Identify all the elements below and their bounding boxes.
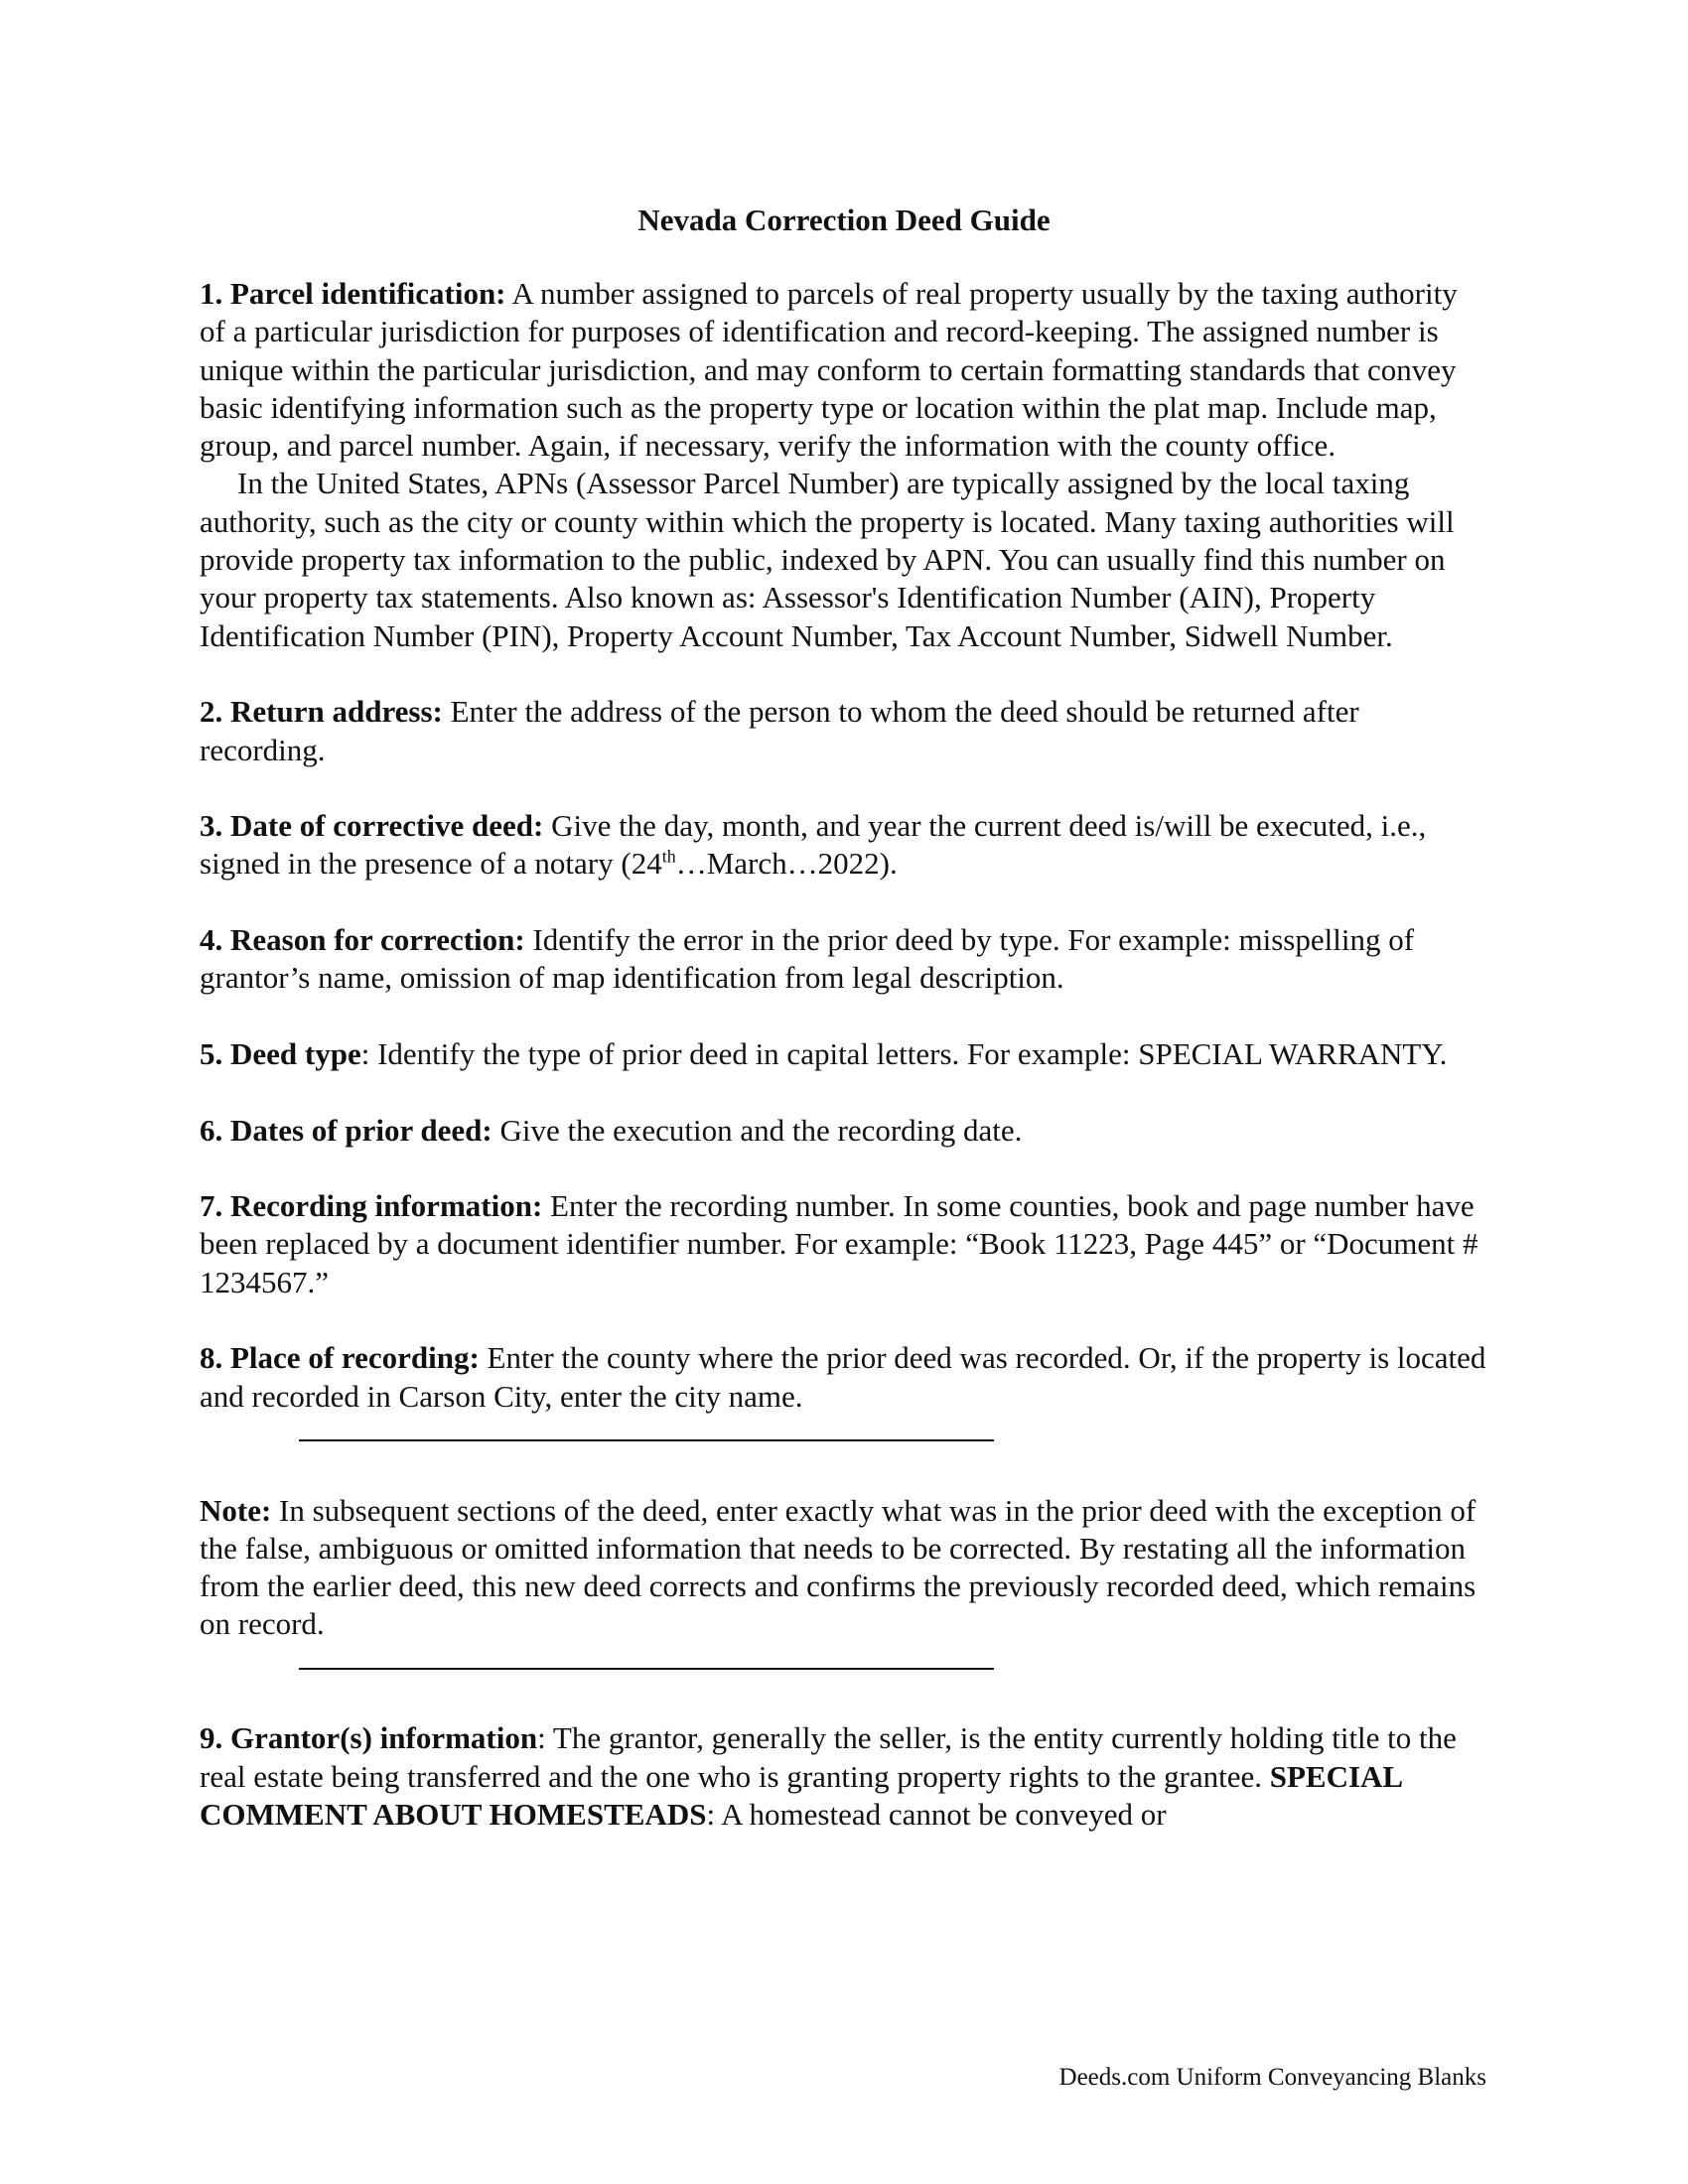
divider-block [200,1644,1490,1682]
section-recording-information [200,1187,1490,1301]
section-label: 1. Parcel identification: [200,276,506,311]
section-dates-prior-deed [200,1112,1490,1150]
special-comment-label: SPECIAL COMMENT ABOUT HOMESTEADS [200,1758,1402,1832]
section-deed-type [200,1035,1490,1073]
divider-block [200,1416,1490,1453]
horizontal-divider [299,1668,994,1670]
section-text: Give the execution and the recording date. [492,1112,1023,1148]
section-label: 9. Grantor(s) information [200,1720,538,1756]
horizontal-divider [299,1439,994,1441]
section-text: : Identify the type of prior deed in capital letters. For example: SPECIAL WARRANTY. [360,1035,1448,1071]
section-text: Give the day, month, and year the current deed is/will be executed, i.e., signed in the presence of a notary (24 [200,808,1427,882]
section-reason-for-correction [200,921,1490,998]
guide-body [200,275,1490,1834]
section-date-corrective-deed [200,807,1490,884]
section-label: 7. Recording information: [200,1188,543,1224]
section-text: Enter the recording number. In some counties, book and page number have been replaced by a document identifier number. For example: “Book 11223, Page 445” or “Document # 1234567.” [200,1188,1478,1299]
section-label: 2. Return address: [200,694,443,730]
section-return-address [200,693,1490,769]
section-note [200,1492,1490,1644]
section-label: 8. Place of recording: [200,1340,480,1376]
section-label: 6. Dates of prior deed: [200,1112,492,1148]
document-title: Nevada Correction Deed Guide [637,203,1051,237]
section-text-end: …March…2022). [675,846,898,882]
section-parcel-identification [200,275,1490,465]
section-text: A number assigned to parcels of real property usually by the taxing authority of a particular jurisdiction for purposes of identification and record-keeping. The assigned number is unique within the particular jurisdiction, and may conform to certain formatting standards that convey basic identifying information such as the property type or location within the plat map. Include map, group, and parcel number. Again, if necessary, verify the information with the county office. [200,276,1458,464]
section-text: Enter the county where the prior deed was recorded. Or, if the property is located and recorded in Carson City, enter the city name. [200,1340,1486,1414]
section-place-of-recording [200,1339,1490,1416]
section-label: 3. Date of corrective deed: [200,808,544,844]
section-text: In the United States, APNs (Assessor Parcel Number) are typically assigned by the local taxing authority, such as the city or county within which the property is located. Many taxing authorities will provide property tax information to the public, indexed by APN. You can usually find this number on your property tax statements. Also known as: Assessor's Identification Number (AIN), Property Identification Number (PIN), Property Account Number, Tax Account Number, Sidwell Number. [200,466,1455,653]
section-text-end: : A homestead cannot be conveyed or [706,1796,1167,1832]
section-text: Identify the error in the prior deed by type. For example: misspelling of grantor’s name, omission of map identification from legal description. [200,922,1415,996]
section-grantor-information [200,1719,1490,1834]
ordinal-superscript: th [661,847,676,868]
section-parcel-apn-paragraph [200,465,1490,654]
section-text: : The grantor, generally the seller, is the entity currently holding title to the real estate being transferred and the one who is granting property rights to the grantee. [200,1720,1457,1794]
page-footer: Deeds.com Uniform Conveyancing Blanks [1058,2064,1486,2091]
section-label: 4. Reason for correction: [200,922,525,958]
section-text: In subsequent sections of the deed, enter exactly what was in the prior deed with the exception of the false, ambiguous or omitted information that needs to be corrected. By restating all the information from the earlier deed, this new deed corrects and confirms the previously recorded deed, which remains on record. [200,1492,1477,1642]
section-label: Note: [200,1492,272,1528]
section-label: 5. Deed type [200,1035,361,1071]
section-text: Enter the address of the person to whom the deed should be returned after recording. [200,694,1359,767]
